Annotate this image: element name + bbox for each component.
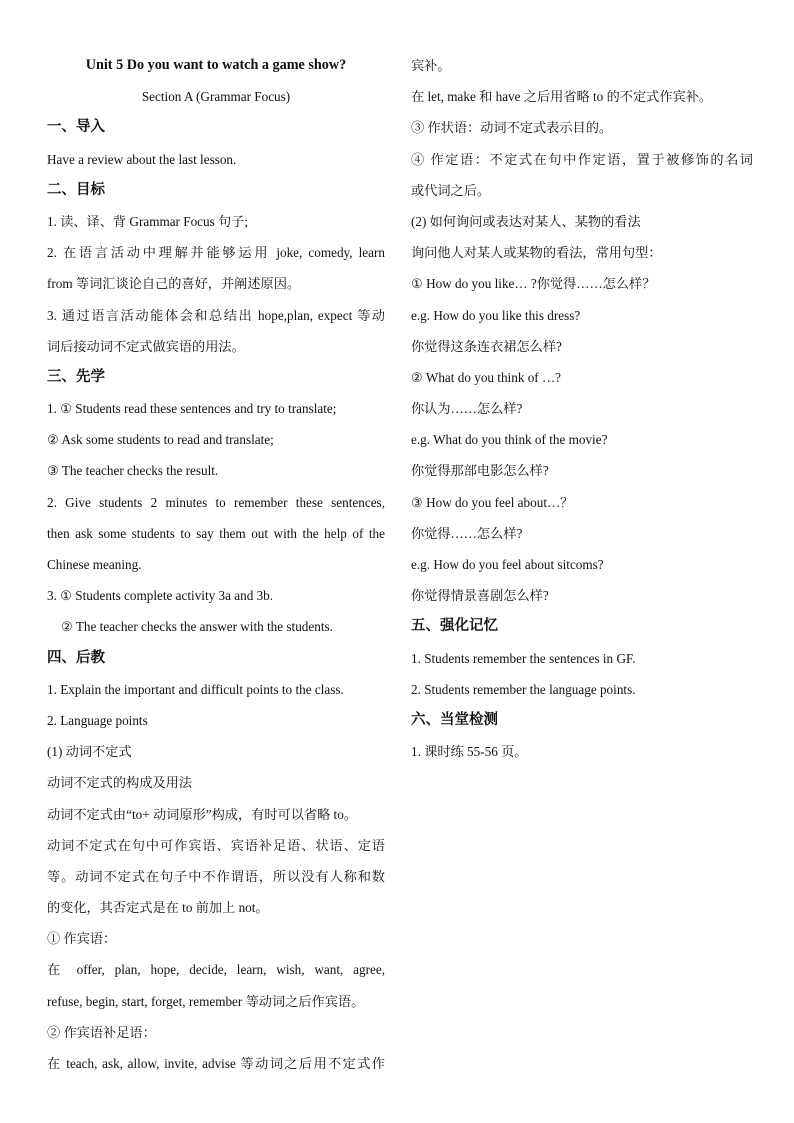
text-line: 3. 通过语言活动能体会和总结出 hope,plan, expect 等动 — [47, 307, 385, 323]
text-line: 你觉得那部电影怎么样? — [411, 463, 549, 479]
text-line: ② 作宾语补足语： — [47, 1024, 156, 1040]
text-line: 1. ① Students read these sentences and try to translate; — [47, 401, 337, 417]
text-line: 2. Students remember the language points. — [411, 681, 636, 697]
text-line: 等。动词不定式在句子中不作谓语，所以没有人称和数 — [47, 868, 385, 884]
text-line: refuse, begin, start, forget, remember 等动词之后作宾语。 — [47, 993, 365, 1009]
text-line: Chinese meaning. — [47, 557, 142, 572]
text-line: 2. Language points — [47, 712, 148, 728]
text-line: 1. 课时练 55-56 页。 — [411, 744, 528, 760]
text-line: 或代词之后。 — [411, 182, 491, 198]
text-line: ② Ask some students to read and translate; — [47, 432, 274, 448]
text-line: e.g. What do you think of the movie? — [411, 432, 608, 448]
section-heading: 五、强化记忆 — [411, 618, 498, 635]
text-line: 2. Give students 2 minutes to remember these sentences, — [47, 494, 385, 510]
text-line: ② What do you think of …? — [411, 369, 562, 385]
text-line: (1) 动词不定式 — [47, 744, 132, 760]
text-line: 你认为……怎么样? — [411, 401, 523, 417]
text-line: 1. Explain the important and difficult points to the class. — [47, 681, 344, 697]
text-line: e.g. How do you feel about sitcoms? — [411, 557, 604, 572]
text-line: 你觉得情景喜剧怎么样? — [411, 588, 549, 604]
section-heading: 四、后教 — [47, 649, 105, 666]
text-line: 宾补。 — [411, 58, 451, 73]
text-line: 在 offer, plan, hope, decide, learn, wish, want, agree, — [47, 962, 385, 978]
text-line: 询问他人对某人或某物的看法，常用句型： — [411, 245, 662, 261]
text-line: ① 作宾语： — [47, 931, 117, 947]
text-line: 3. ① Students complete activity 3a and 3b. — [47, 588, 274, 604]
text-line: Have a review about the last lesson. — [47, 151, 237, 167]
text-line: 在 let, make 和 have 之后用省略 to 的不定式作宾补。 — [411, 89, 713, 105]
text-line: 你觉得……怎么样? — [411, 525, 523, 541]
text-line: 动词不定式在句中可作宾语、宾语补足语、状语、定语 — [47, 837, 385, 853]
text-line: ③ 作状语：动词不定式表示目的。 — [411, 120, 613, 136]
document-title: Unit 5 Do you want to watch a game show? — [85, 57, 347, 73]
text-line: 在 teach, ask, allow, invite, advise 等动词之后用不定式作 — [47, 1056, 385, 1071]
text-line: 2. 在语言活动中理解并能够运用 joke, comedy, learn — [47, 245, 385, 261]
text-line: from 等词汇谈论自己的喜好，并阐述原因。 — [47, 276, 301, 292]
text-line: 你觉得这条连衣裙怎么样? — [411, 338, 562, 354]
section-heading: 三、先学 — [47, 368, 105, 385]
right-column — [411, 50, 753, 767]
text-line: 1. Students remember the sentences in GF. — [411, 650, 636, 666]
text-line: 词后接动词不定式做宾语的用法。 — [47, 338, 245, 354]
document-subtitle: Section A (Grammar Focus) — [141, 89, 291, 105]
section-heading: 二、目标 — [47, 181, 105, 198]
text-line: ② The teacher checks the answer with the students. — [61, 619, 333, 635]
section-heading: 一、导入 — [47, 119, 105, 136]
text-line: ④ 作定语：不定式在句中作定语，置于被修饰的名词 — [411, 151, 753, 167]
text-line: 动词不定式由“to+ 动词原形”构成，有时可以省略 to。 — [47, 806, 358, 822]
text-line: (2) 如何询问或表达对某人、某物的看法 — [411, 213, 641, 229]
text-line: e.g. How do you like this dress? — [411, 307, 581, 323]
section-heading: 六、当堂检测 — [411, 711, 498, 728]
text-line: ③ The teacher checks the result. — [47, 463, 219, 479]
text-line: 的变化，其否定式是在 to 前加上 not。 — [47, 900, 269, 916]
text-line: 1. 读、译、背 Grammar Focus 句子; — [47, 213, 249, 229]
text-line: ① How do you like… ?你觉得……怎么样？ — [411, 276, 656, 292]
text-line: ③ How do you feel about…？ — [411, 494, 574, 510]
text-line: then ask some students to say them out with the help of the — [47, 525, 385, 541]
left-column — [47, 50, 385, 1079]
text-line: 动词不定式的构成及用法 — [47, 775, 193, 791]
